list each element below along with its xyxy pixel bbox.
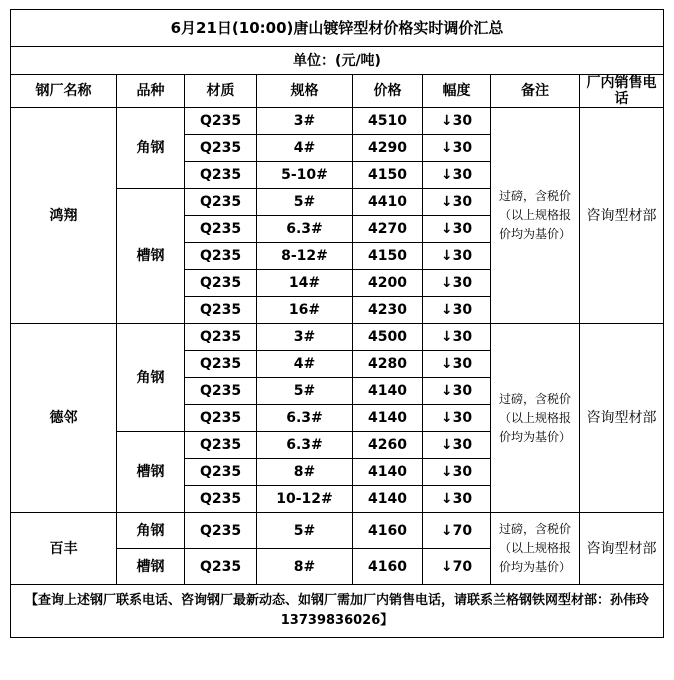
header-type: 品种 <box>117 75 185 108</box>
change-cell: ↓30 <box>423 486 491 513</box>
spec-cell: 5-10# <box>257 162 353 189</box>
change-cell: ↓30 <box>423 108 491 135</box>
spec-cell: 8# <box>257 459 353 486</box>
product-type: 角钢 <box>117 513 185 549</box>
spec-cell: 4# <box>257 351 353 378</box>
table-row <box>11 324 664 351</box>
price-cell: 4500 <box>353 324 423 351</box>
material-cell: Q235 <box>185 432 257 459</box>
material-cell: Q235 <box>185 405 257 432</box>
spec-cell: 6.3# <box>257 216 353 243</box>
note-cell: 过磅，含税价（以上规格报价均为基价） <box>491 108 580 324</box>
header-spec: 规格 <box>257 75 353 108</box>
material-cell: Q235 <box>185 297 257 324</box>
spec-cell: 5# <box>257 189 353 216</box>
change-cell: ↓30 <box>423 459 491 486</box>
price-cell: 4140 <box>353 378 423 405</box>
change-cell: ↓30 <box>423 297 491 324</box>
material-cell: Q235 <box>185 351 257 378</box>
note-cell: 过磅，含税价（以上规格报价均为基价） <box>491 513 580 585</box>
material-cell: Q235 <box>185 243 257 270</box>
change-cell: ↓30 <box>423 432 491 459</box>
spec-cell: 8-12# <box>257 243 353 270</box>
unit-label: 单位：(元/吨) <box>11 47 664 75</box>
material-cell: Q235 <box>185 549 257 585</box>
material-cell: Q235 <box>185 216 257 243</box>
product-type: 角钢 <box>117 324 185 432</box>
note-cell: 过磅，含税价（以上规格报价均为基价） <box>491 324 580 513</box>
contact-cell: 咨询型材部 <box>580 324 664 513</box>
spec-cell: 3# <box>257 108 353 135</box>
change-cell: ↓30 <box>423 378 491 405</box>
change-cell: ↓70 <box>423 513 491 549</box>
header-phone: 厂内销售电话 <box>580 75 664 108</box>
table-title: 6月21日(10:00)唐山镀锌型材价格实时调价汇总 <box>11 10 664 47</box>
product-type: 槽钢 <box>117 432 185 513</box>
change-cell: ↓30 <box>423 189 491 216</box>
price-cell: 4410 <box>353 189 423 216</box>
material-cell: Q235 <box>185 486 257 513</box>
change-cell: ↓30 <box>423 405 491 432</box>
material-cell: Q235 <box>185 270 257 297</box>
change-cell: ↓30 <box>423 216 491 243</box>
contact-cell: 咨询型材部 <box>580 513 664 585</box>
material-cell: Q235 <box>185 135 257 162</box>
material-cell: Q235 <box>185 324 257 351</box>
header-price: 价格 <box>353 75 423 108</box>
price-cell: 4230 <box>353 297 423 324</box>
change-cell: ↓30 <box>423 270 491 297</box>
contact-cell: 咨询型材部 <box>580 108 664 324</box>
change-cell: ↓30 <box>423 324 491 351</box>
spec-cell: 4# <box>257 135 353 162</box>
material-cell: Q235 <box>185 108 257 135</box>
price-cell: 4150 <box>353 243 423 270</box>
spec-cell: 14# <box>257 270 353 297</box>
mill-name: 百丰 <box>11 513 117 585</box>
price-cell: 4270 <box>353 216 423 243</box>
header-material: 材质 <box>185 75 257 108</box>
spec-cell: 16# <box>257 297 353 324</box>
change-cell: ↓30 <box>423 351 491 378</box>
spec-cell: 6.3# <box>257 432 353 459</box>
header-row <box>11 75 664 108</box>
product-type: 槽钢 <box>117 549 185 585</box>
table-row <box>11 108 664 135</box>
price-cell: 4290 <box>353 135 423 162</box>
price-cell: 4140 <box>353 486 423 513</box>
footer-contact-info: 【查询上述钢厂联系电话、咨询钢厂最新动态、如钢厂需加厂内销售电话，请联系兰格钢铁网型材部：孙伟玲13739836026】 <box>11 585 664 638</box>
header-change: 幅度 <box>423 75 491 108</box>
spec-cell: 5# <box>257 513 353 549</box>
spec-cell: 8# <box>257 549 353 585</box>
change-cell: ↓70 <box>423 549 491 585</box>
material-cell: Q235 <box>185 459 257 486</box>
price-cell: 4160 <box>353 549 423 585</box>
mill-name: 德邻 <box>11 324 117 513</box>
material-cell: Q235 <box>185 189 257 216</box>
change-cell: ↓30 <box>423 135 491 162</box>
spec-cell: 10-12# <box>257 486 353 513</box>
price-cell: 4150 <box>353 162 423 189</box>
price-table <box>10 9 664 638</box>
product-type: 槽钢 <box>117 189 185 324</box>
spec-cell: 6.3# <box>257 405 353 432</box>
change-cell: ↓30 <box>423 243 491 270</box>
product-type: 角钢 <box>117 108 185 189</box>
price-cell: 4260 <box>353 432 423 459</box>
price-cell: 4140 <box>353 459 423 486</box>
price-cell: 4510 <box>353 108 423 135</box>
material-cell: Q235 <box>185 162 257 189</box>
change-cell: ↓30 <box>423 162 491 189</box>
price-cell: 4160 <box>353 513 423 549</box>
mill-name: 鸿翔 <box>11 108 117 324</box>
price-cell: 4140 <box>353 405 423 432</box>
spec-cell: 5# <box>257 378 353 405</box>
material-cell: Q235 <box>185 513 257 549</box>
header-note: 备注 <box>491 75 580 108</box>
material-cell: Q235 <box>185 378 257 405</box>
header-mill: 钢厂名称 <box>11 75 117 108</box>
price-cell: 4200 <box>353 270 423 297</box>
table-row <box>11 513 664 549</box>
price-cell: 4280 <box>353 351 423 378</box>
spec-cell: 3# <box>257 324 353 351</box>
